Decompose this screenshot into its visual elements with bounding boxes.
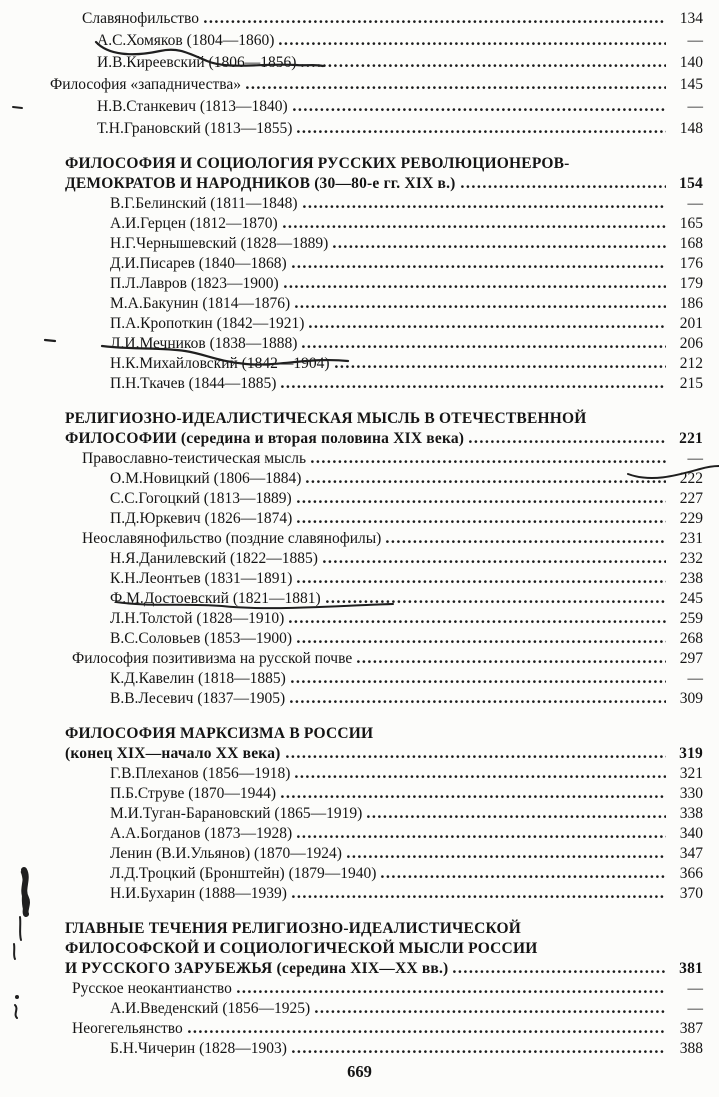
- dot-leader: [297, 520, 666, 524]
- toc-heading-line: [0, 958, 719, 978]
- page-number: —: [687, 980, 703, 997]
- toc-entry-title: М.А.Бакунин (1814—1876): [110, 295, 291, 312]
- toc-entry: [0, 688, 719, 708]
- toc-entry: [0, 803, 719, 823]
- toc-entry-title: Н.И.Бухарин (1888—1939): [110, 885, 287, 902]
- toc-entry: [0, 253, 719, 273]
- page-number: 176: [679, 255, 703, 272]
- dot-leader: [279, 42, 666, 46]
- page-number: 387: [679, 1020, 703, 1037]
- dot-leader: [281, 385, 666, 389]
- page-number: 229: [679, 510, 703, 527]
- dot-leader: [303, 205, 666, 209]
- toc-heading-line: [0, 723, 719, 743]
- toc-entry-title: Л.Д.Троцкий (Бронштейн) (1879—1940): [110, 865, 377, 882]
- toc-entry: [0, 193, 719, 213]
- toc-entry: [0, 116, 719, 138]
- toc-entry: [0, 883, 719, 903]
- page-number: 381: [679, 960, 703, 977]
- dot-leader: [297, 500, 666, 504]
- toc-entry: [0, 998, 719, 1018]
- dot-leader: [204, 20, 666, 24]
- toc-entry-title: К.Н.Леонтьев (1831—1891): [110, 570, 293, 587]
- dot-leader: [357, 660, 666, 664]
- toc-entry-title: В.Г.Белинский (1811—1848): [110, 195, 298, 212]
- page-number: —: [687, 98, 703, 115]
- page-number: 140: [679, 54, 703, 71]
- page-number: 319: [679, 745, 703, 762]
- dot-leader: [453, 970, 666, 974]
- dot-leader: [461, 185, 666, 189]
- toc-entry: [0, 72, 719, 94]
- toc-entry: [0, 333, 719, 353]
- toc-entry: [0, 273, 719, 293]
- toc-entry-title: П.Н.Ткачев (1844—1885): [110, 375, 277, 392]
- toc-entry: [0, 353, 719, 373]
- toc-entry-title: Н.Я.Данилевский (1822—1885): [110, 550, 318, 567]
- toc-entry-title: Ф.М.Достоевский (1821—1881): [110, 590, 321, 607]
- toc-entry: [0, 783, 719, 803]
- page-number: 238: [679, 570, 703, 587]
- dot-leader: [284, 285, 666, 289]
- dot-leader: [281, 795, 666, 799]
- page-number: 338: [679, 805, 703, 822]
- toc-entry: [0, 213, 719, 233]
- toc-heading-line: [0, 408, 719, 428]
- dot-leader: [309, 325, 666, 329]
- toc-entry-title: С.С.Гогоцкий (1813—1889): [110, 490, 292, 507]
- page-number: 215: [679, 375, 703, 392]
- dot-leader: [306, 480, 666, 484]
- page-number: 245: [679, 590, 703, 607]
- toc-entry-title: А.С.Хомяков (1804—1860): [97, 32, 275, 49]
- page-number: 309: [679, 690, 703, 707]
- dot-leader: [333, 245, 666, 249]
- page-number: 388: [679, 1040, 703, 1057]
- dot-leader: [289, 620, 666, 624]
- toc-entry-title: Т.Н.Грановский (1813—1855): [97, 120, 293, 137]
- dot-leader: [301, 64, 666, 68]
- toc-entry: [0, 373, 719, 393]
- toc-entry-title: Л.Н.Толстой (1828—1910): [110, 610, 285, 627]
- toc-entry: [0, 448, 719, 468]
- toc-entry: [0, 863, 719, 883]
- page-number: 330: [679, 785, 703, 802]
- page-number: 370: [679, 885, 703, 902]
- toc-entry: [0, 978, 719, 998]
- toc-entry-title: Л.И.Мечников (1838—1888): [110, 335, 298, 352]
- toc-entry: [0, 608, 719, 628]
- toc-entry-title: П.Л.Лавров (1823—1900): [110, 275, 279, 292]
- toc-entry-title: ФИЛОСОФИЯ И СОЦИОЛОГИЯ РУССКИХ РЕВОЛЮЦИОНЕРОВ-: [65, 155, 570, 172]
- toc-entry-title: ФИЛОСОФСКОЙ И СОЦИОЛОГИЧЕСКОЙ МЫСЛИ РОССИИ: [65, 940, 538, 957]
- toc-entry-title: Славянофильство: [82, 10, 199, 27]
- toc-entry: [0, 648, 719, 668]
- toc-heading-line: [0, 743, 719, 763]
- dot-leader: [367, 815, 666, 819]
- toc-entry-title: Н.В.Станкевич (1813—1840): [97, 98, 288, 115]
- page-number: 186: [679, 295, 703, 312]
- page-number: 179: [679, 275, 703, 292]
- dot-leader: [237, 990, 666, 994]
- toc-entry: [0, 50, 719, 72]
- dot-leader: [315, 1010, 666, 1014]
- toc-entry-title: Неогегельянство: [72, 1020, 183, 1037]
- toc-entry: [0, 588, 719, 608]
- toc-entry-title: И.В.Киреевский (1806—1856): [97, 54, 297, 71]
- toc-entry: [0, 1038, 719, 1058]
- toc-entry: [0, 823, 719, 843]
- toc-entry: [0, 763, 719, 783]
- toc-entry: [0, 668, 719, 688]
- toc-entry-title: П.Д.Юркевич (1826—1874): [110, 510, 293, 527]
- page-number: 340: [679, 825, 703, 842]
- page-number: 321: [679, 765, 703, 782]
- page-number: 231: [679, 530, 703, 547]
- toc-entry-title: ФИЛОСОФИИ (середина и вторая половина XIX века): [65, 430, 465, 447]
- dot-leader: [188, 1030, 666, 1034]
- dot-leader: [293, 108, 666, 112]
- toc-entry-title: В.В.Лесевич (1837—1905): [110, 690, 286, 707]
- dot-leader: [297, 835, 666, 839]
- toc-entry: [0, 568, 719, 588]
- toc-entry-title: П.А.Кропоткин (1842—1921): [110, 315, 305, 332]
- toc-entry: [0, 6, 719, 28]
- toc-entry-title: ДЕМОКРАТОВ И НАРОДНИКОВ (30—80-е гг. XIX в.): [65, 175, 456, 192]
- dot-leader: [297, 580, 666, 584]
- dot-leader: [323, 560, 666, 564]
- toc-entry: [0, 528, 719, 548]
- dot-leader: [295, 775, 666, 779]
- page-number: 154: [679, 175, 703, 192]
- toc-entry: [0, 28, 719, 50]
- toc-entry: [0, 293, 719, 313]
- page-number: 221: [679, 430, 703, 447]
- dot-leader: [381, 875, 666, 879]
- page-number: 297: [679, 650, 703, 667]
- page-number: 366: [679, 865, 703, 882]
- page-number: 165: [679, 215, 703, 232]
- page-number: —: [687, 670, 703, 687]
- page-number: 201: [679, 315, 703, 332]
- dot-leader: [297, 130, 666, 134]
- page-number: 134: [679, 10, 703, 27]
- toc-entry-title: ФИЛОСОФИЯ МАРКСИЗМА В РОССИИ: [65, 725, 374, 742]
- toc-entry-title: Б.Н.Чичерин (1828—1903): [110, 1040, 287, 1057]
- toc-entry-title: А.И.Герцен (1812—1870): [110, 215, 278, 232]
- toc-entry-title: О.М.Новицкий (1806—1884): [110, 470, 302, 487]
- page-number: 212: [679, 355, 703, 372]
- toc-entry-title: Православно-теистическая мысль: [82, 450, 307, 467]
- toc-entry-title: Неославянофильство (поздние славянофилы): [82, 530, 382, 547]
- toc-entry: [0, 468, 719, 488]
- footer-page-number: 669: [347, 1062, 372, 1081]
- toc-entry-title: И РУССКОГО ЗАРУБЕЖЬЯ (середина XIX—XX вв.): [65, 960, 449, 977]
- toc-entry: [0, 628, 719, 648]
- page-number: 168: [679, 235, 703, 252]
- toc-heading-line: [0, 428, 719, 448]
- toc-entry: [0, 508, 719, 528]
- dot-leader: [286, 755, 666, 759]
- toc-entry-title: А.А.Богданов (1873—1928): [110, 825, 293, 842]
- dot-leader: [469, 440, 666, 444]
- page-number: 232: [679, 550, 703, 567]
- page-number: 268: [679, 630, 703, 647]
- toc-entry-title: Философия позитивизма на русской почве: [72, 650, 353, 667]
- toc-entry-title: (конец XIX—начало XX века): [65, 745, 281, 762]
- table-of-contents: [0, 6, 719, 1058]
- dot-leader: [335, 365, 667, 369]
- dot-leader: [302, 345, 666, 349]
- dot-leader: [311, 460, 666, 464]
- dot-leader: [292, 265, 666, 269]
- dot-leader: [386, 540, 666, 544]
- toc-entry-title: Русское неокантианство: [72, 980, 232, 997]
- toc-entry-title: Д.И.Писарев (1840—1868): [110, 255, 287, 272]
- toc-entry: [0, 233, 719, 253]
- toc-entry-title: К.Д.Кавелин (1818—1885): [110, 670, 286, 687]
- toc-entry: [0, 313, 719, 333]
- page-number: 259: [679, 610, 703, 627]
- page-number: 227: [679, 490, 703, 507]
- dot-leader: [297, 640, 666, 644]
- dot-leader: [290, 700, 666, 704]
- toc-entry: [0, 488, 719, 508]
- dot-leader: [347, 855, 666, 859]
- dot-leader: [246, 86, 666, 90]
- toc-entry: [0, 548, 719, 568]
- dot-leader: [295, 305, 666, 309]
- page-number: —: [687, 32, 703, 49]
- toc-entry-title: Н.Г.Чернышевский (1828—1889): [110, 235, 329, 252]
- page-number: 206: [679, 335, 703, 352]
- toc-entry-title: П.Б.Струве (1870—1944): [110, 785, 277, 802]
- toc-heading-line: [0, 153, 719, 173]
- page-number: 222: [679, 470, 703, 487]
- toc-entry-title: А.И.Введенский (1856—1925): [110, 1000, 311, 1017]
- toc-entry-title: Философия «западничества»: [50, 76, 242, 93]
- toc-entry: [0, 843, 719, 863]
- toc-entry: [0, 1018, 719, 1038]
- toc-entry-title: Н.К.Михайловский (1842—1904): [110, 355, 330, 372]
- page-number: 148: [679, 120, 703, 137]
- toc-entry: [0, 94, 719, 116]
- toc-entry-title: М.И.Туган-Барановский (1865—1919): [110, 805, 363, 822]
- dot-leader: [326, 600, 666, 604]
- toc-entry-title: РЕЛИГИОЗНО-ИДЕАЛИСТИЧЕСКАЯ МЫСЛЬ В ОТЕЧЕСТВЕННОЙ: [65, 410, 587, 427]
- toc-heading-line: [0, 918, 719, 938]
- toc-entry-title: Ленин (В.И.Ульянов) (1870—1924): [110, 845, 342, 862]
- toc-heading-line: [0, 938, 719, 958]
- toc-heading-line: [0, 173, 719, 193]
- page-number: —: [687, 195, 703, 212]
- toc-entry-title: Г.В.Плеханов (1856—1918): [110, 765, 291, 782]
- page-number: 347: [679, 845, 703, 862]
- dot-leader: [292, 1050, 666, 1054]
- page-number: —: [687, 1000, 703, 1017]
- toc-entry-title: В.С.Соловьев (1853—1900): [110, 630, 293, 647]
- page-number: 145: [679, 76, 703, 93]
- dot-leader: [292, 895, 666, 899]
- page-number: —: [687, 450, 703, 467]
- toc-entry-title: ГЛАВНЫЕ ТЕЧЕНИЯ РЕЛИГИОЗНО-ИДЕАЛИСТИЧЕСКОЙ: [65, 920, 522, 937]
- dot-leader: [291, 680, 666, 684]
- dot-leader: [283, 225, 666, 229]
